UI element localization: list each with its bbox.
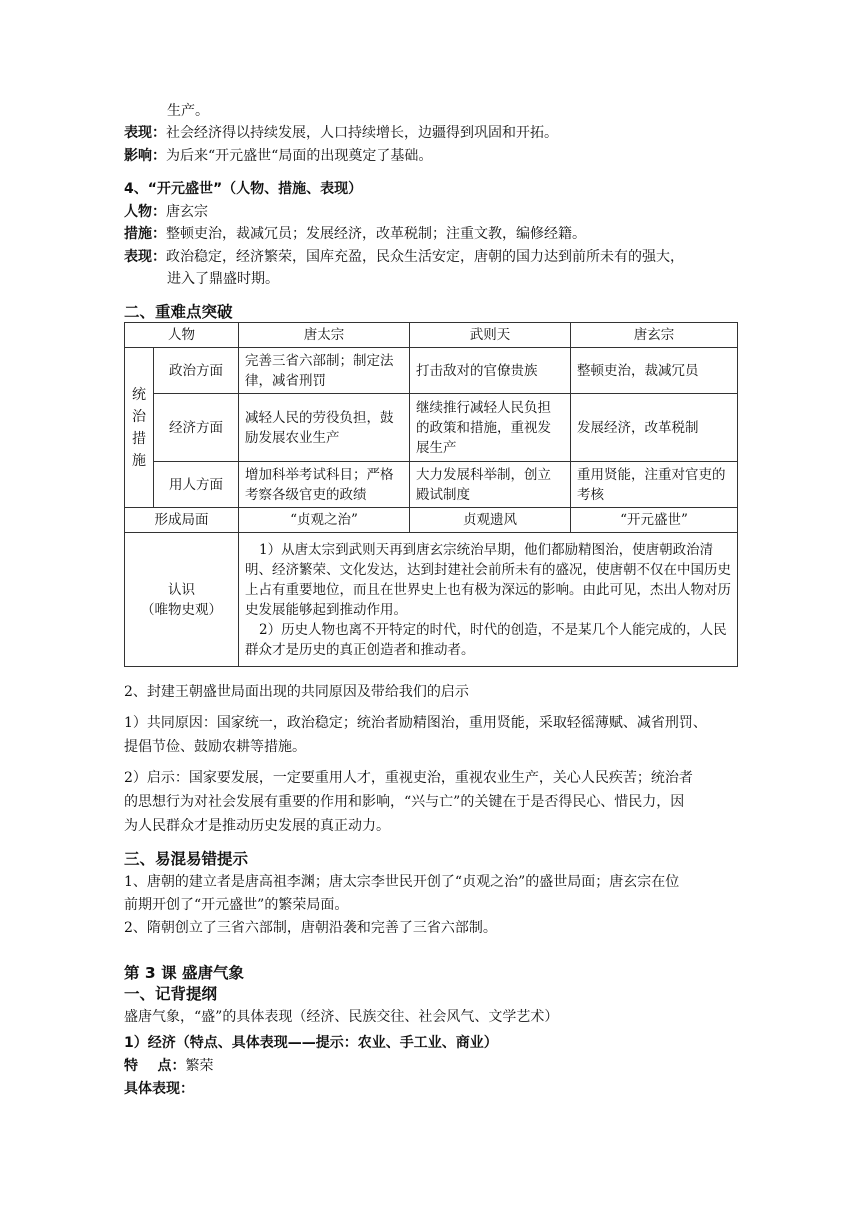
cell: 减轻人民的劳役负担，鼓励发展农业生产 (239, 394, 410, 462)
econ-heading: 1）经济（特点、具体表现——提示：农业、手工业、商业） (124, 1035, 498, 1051)
group-label: 统治措施 (132, 386, 146, 469)
juti-label: 具体表现： (124, 1081, 194, 1097)
jumian-taizong: “贞观之治” (239, 508, 410, 533)
row-label: 经济方面 (154, 394, 239, 462)
row-label: 用人方面 (154, 462, 239, 508)
text: 整顿吏治，裁减冗员；发展经济，改革税制；注重文教，编修经籍。 (166, 226, 586, 242)
text: 政治稳定，经济繁荣，国库充盈，民众生活安定，唐朝的国力达到前所未有的强大， (166, 249, 684, 265)
text: 唐玄宗 (166, 204, 208, 220)
kaiyuan-heading: 4、“开元盛世”（人物、措施、表现） (124, 181, 363, 197)
text-line: 进入了鼎盛时期。 (167, 271, 279, 287)
lesson-intro: 盛唐气象，“盛”的具体表现（经济、民族交往、社会风气、文学艺术） (124, 1009, 559, 1025)
header-wuzetian: 武则天 (410, 323, 571, 348)
text: 社会经济得以持续发展，人口持续增长，边疆得到巩固和开拓。 (166, 125, 558, 141)
section-heading: 三、易混易错提示 (124, 850, 249, 868)
cell: 增加科举考试科目；严格考察各级官吏的政绩 (239, 462, 410, 508)
cell: 整顿吏治，裁减冗员 (571, 348, 738, 394)
lesson-title: 第 3 课 盛唐气象 (124, 964, 244, 982)
renshi-p1: 1）从唐太宗到武则天再到唐玄宗统治早期，他们都励精图治，使唐朝政治清明、经济繁荣、文化发达，达到封建社会前所未有的盛况，使唐朝不仅在中国历史上占有重要地位，而且在世界史上也有极为深远的影响。由此可见，杰出人物对历史发展能够起到推动作用。 (245, 541, 731, 618)
tip-1a: 1、唐朝的建立者是唐高祖李渊；唐太宗李世民开创了“贞观之治”的盛世局面；唐玄宗在位 (124, 874, 680, 890)
label: 人物： (124, 204, 166, 220)
renshi-sub: （唯物史观） (141, 601, 222, 618)
cell: 继续推行减轻人民负担的政策和措施，重视发展生产 (410, 394, 571, 462)
biaoxian2-line (124, 247, 684, 267)
para-1b: 提倡节俭、鼓励农耕等措施。 (124, 739, 306, 755)
renshi-p2: 2）历史人物也离不开特定的时代，时代的创造，不是某几个人能完成的，人民群众才是历史的真正创造者和推动者。 (245, 621, 727, 658)
group-label-cell (125, 348, 154, 508)
label: 表现： (124, 249, 166, 265)
section-heading: 二、重难点突破 (124, 303, 233, 321)
label: 表现： (124, 125, 166, 141)
cell: 重用贤能，注重对官吏的考核 (571, 462, 738, 508)
label: 措施： (124, 226, 166, 242)
jumian-wuzetian: 贞观遗风 (410, 508, 571, 533)
renshi-label: 认识 (168, 581, 195, 598)
cell: 发展经济，改革税制 (571, 394, 738, 462)
para-1a: 1）共同原因：国家统一，政治稳定；统治者励精图治，重用贤能，采取轻徭薄赋、减省刑罚、 (124, 715, 707, 731)
biaoxian-line (124, 123, 558, 143)
renshi-content (239, 533, 738, 667)
text-line: 生产。 (167, 103, 209, 119)
para-2c: 为人民群众才是推动历史发展的真正动力。 (124, 818, 390, 834)
comparison-table (124, 322, 738, 667)
tedian-line (124, 1056, 214, 1076)
tip-1b: 前期开创了“开元盛世”的繁荣局面。 (124, 897, 349, 913)
cell: 完善三省六部制；制定法律，减省刑罚 (239, 348, 410, 394)
renwu-line (124, 202, 208, 222)
lesson-subheading: 一、记背提纲 (124, 985, 218, 1003)
header-taizong: 唐太宗 (239, 323, 410, 348)
text: 为后来“开元盛世“局面的出现奠定了基础。 (166, 148, 433, 164)
jumian-xuanzong: “开元盛世” (571, 508, 738, 533)
yingxiang-line (124, 146, 432, 166)
para-2b: 的思想行为对社会发展有重要的作用和影响，“兴与亡”的关键在于是否得民心、惜民力，因 (124, 794, 685, 810)
label: 特 点： (124, 1058, 186, 1074)
header-person: 人物 (125, 323, 239, 348)
cell: 大力发展科举制，创立殿试制度 (410, 462, 571, 508)
para-2a: 2）启示：国家要发展，一定要重用人才，重视吏治，重视农业生产，关心人民疾苦；统治者 (124, 770, 693, 786)
header-xuanzong: 唐玄宗 (571, 323, 738, 348)
cuoshi-line (124, 224, 586, 244)
jumian-label: 形成局面 (125, 508, 239, 533)
cell: 打击敌对的官僚贵族 (410, 348, 571, 394)
label: 影响： (124, 148, 166, 164)
row-label: 政治方面 (154, 348, 239, 394)
renshi-label-cell (125, 533, 239, 667)
tip-2: 2、隋朝创立了三省六部制，唐朝沿袭和完善了三省六部制。 (124, 920, 497, 936)
question-2: 2、封建王朝盛世局面出现的共同原因及带给我们的启示 (124, 684, 469, 700)
text: 繁荣 (185, 1058, 214, 1074)
